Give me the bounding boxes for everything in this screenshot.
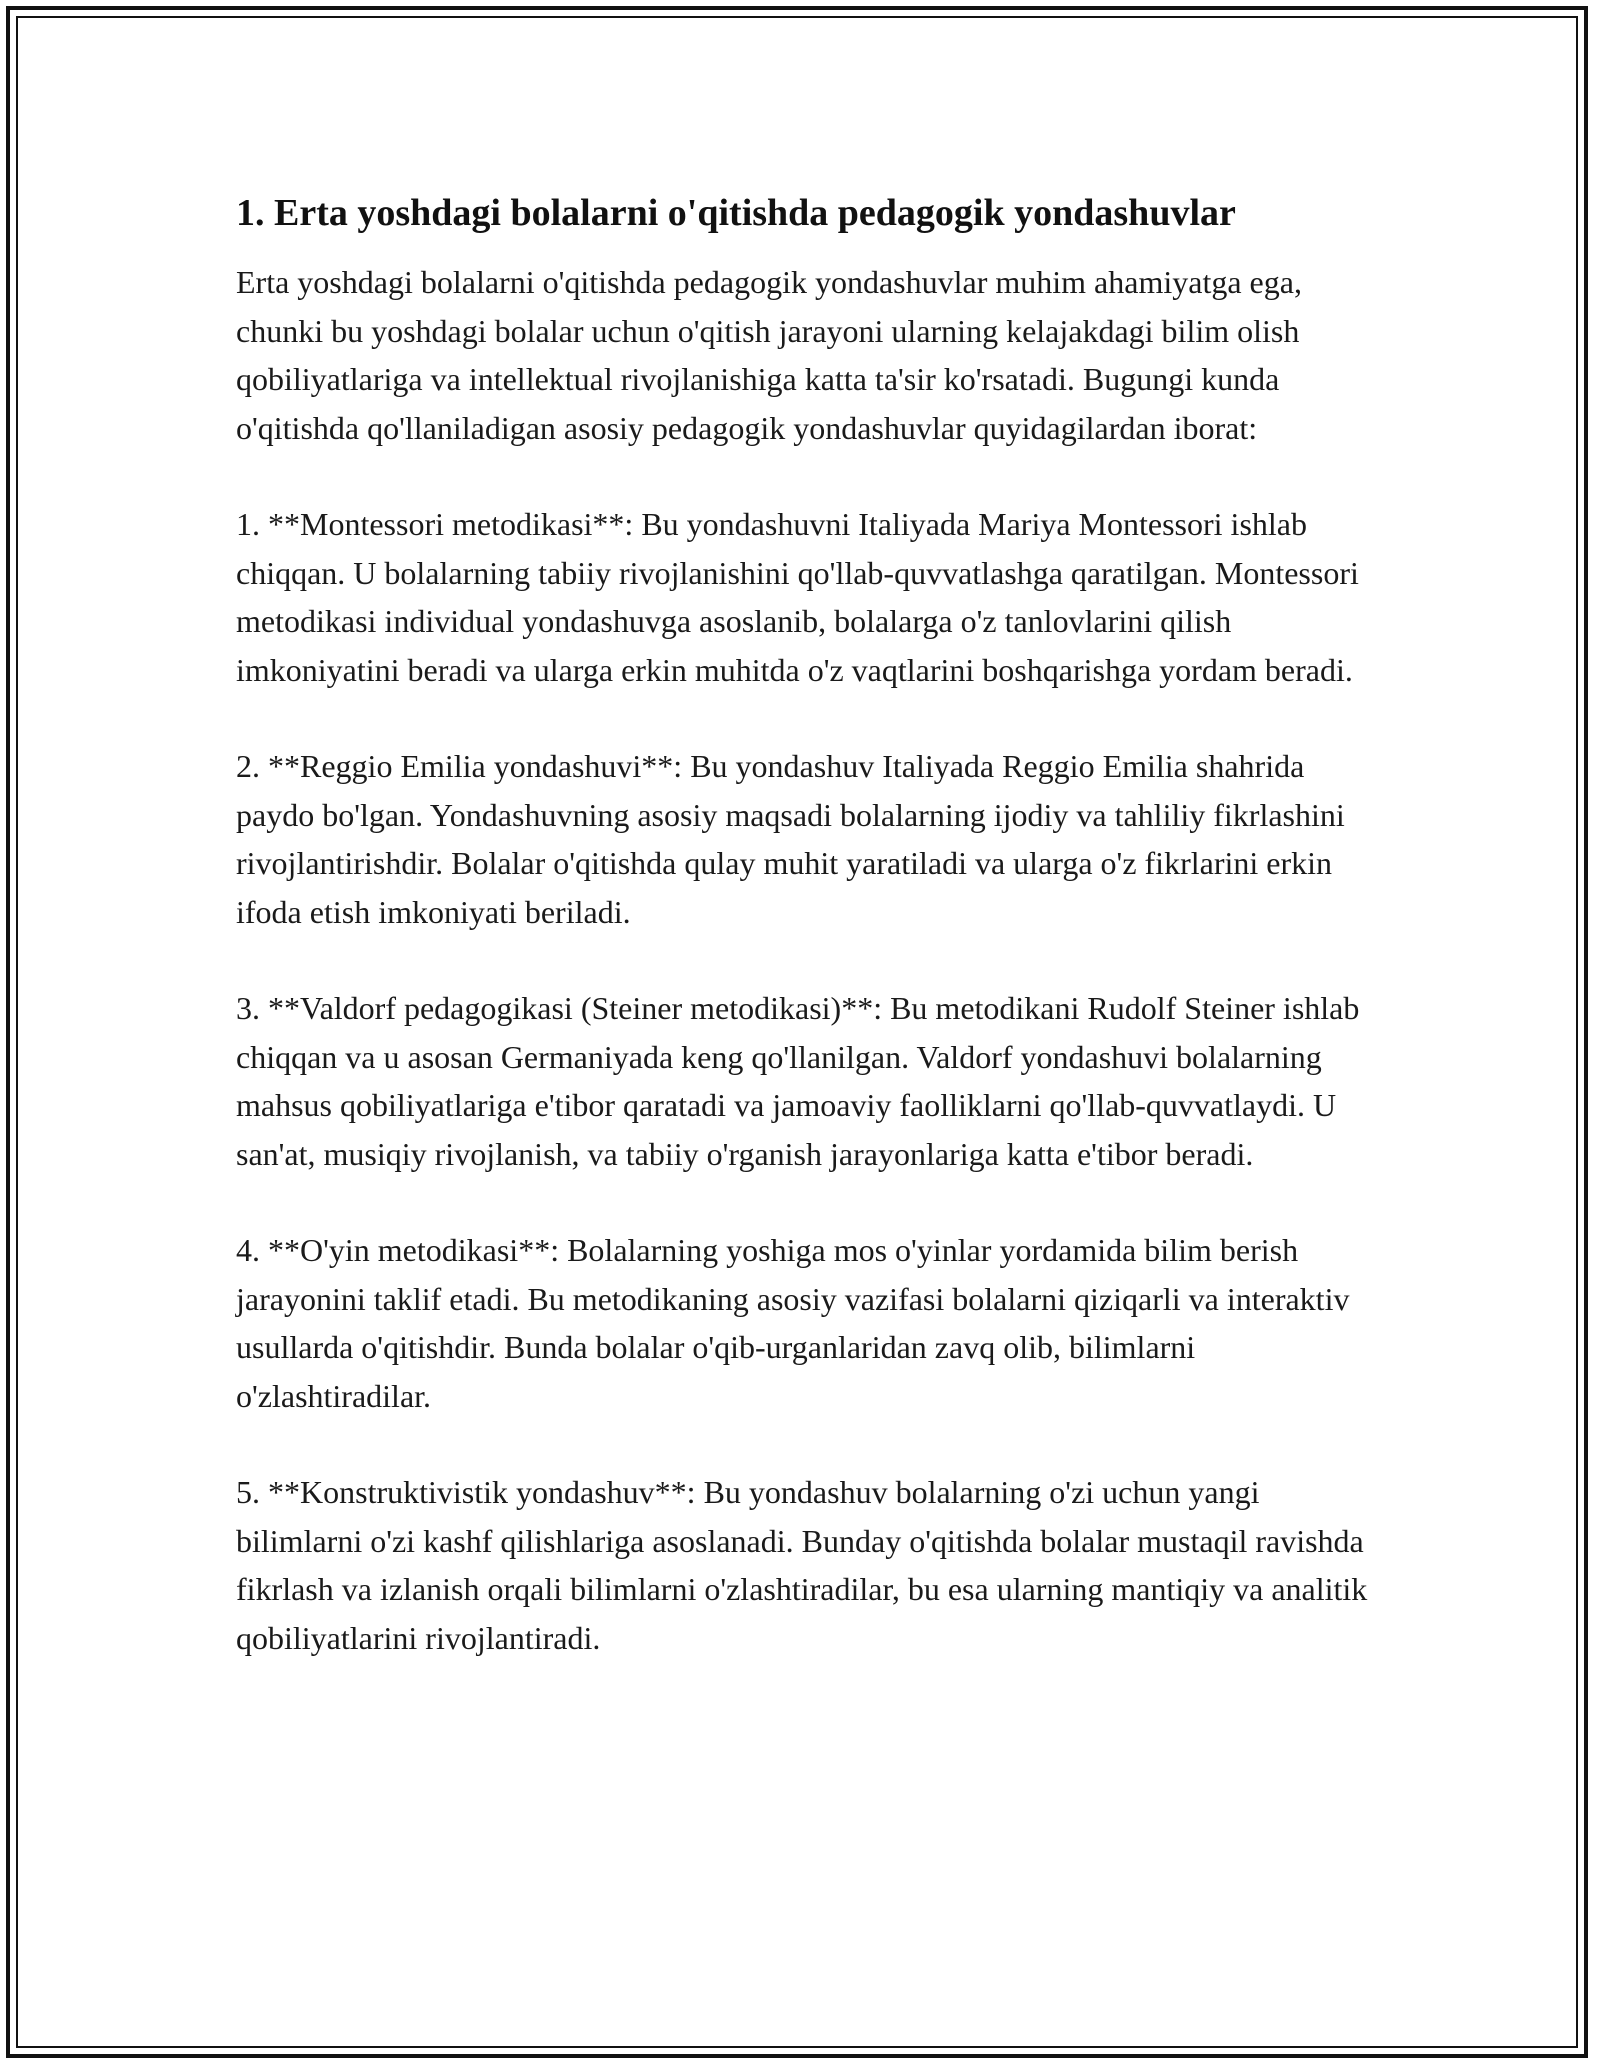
document-title: 1. Erta yoshdagi bolalarni o'qitishda pedagogik yondashuvlar xyxy=(236,192,1236,234)
reggio-emilia-paragraph: 2. **Reggio Emilia yondashuvi**: Bu yondashuv Italiyada Reggio Emilia shahrida paydo bo'lgan. Yondashuvning asosiy maqsadi bolalarning ijodiy va tahliliy fikrlashini rivojlantirishdir. Bolalar o'qitishda qulay muhit yaratiladi va ularga o'z fikrlarini erkin ifoda etish imkoniyati beriladi. xyxy=(236,748,1345,930)
montessori-paragraph: 1. **Montessori metodikasi**: Bu yondashuvni Italiyada Mariya Montessori ishlab chiqqan. U bolalarning tabiiy rivojlanishini qo'llab-quvvatlashga qaratilgan. Montessori metodikasi individual yondashuvga asoslanib, bolalarga o'z tanlovlarini qilish imkoniyatini beradi va ularga erkin muhitda o'z vaqtlarini boshqarishga yordam beradi. xyxy=(236,506,1359,688)
document-body xyxy=(236,190,1376,1710)
constructivist-paragraph: 5. **Konstruktivistik yondashuv**: Bu yondashuv bolalarning o'zi uchun yangi bilimlarni o'zi kashf qilishlariga asoslanadi. Bunday o'qitishda bolalar mustaqil ravishda fikrlash va izlanish orqali bilimlarni o'zlashtiradilar, bu esa ularning mantiqiy va analitik qobiliyatlarini rivojlantiradi. xyxy=(236,1474,1368,1656)
play-method-paragraph: 4. **O'yin metodikasi**: Bolalarning yoshiga mos o'yinlar yordamida bilim berish jarayonini taklif etadi. Bu metodikaning asosiy vazifasi bolalarni qiziqarli va interaktiv usullarda o'qitishdir. Bunda bolalar o'qib-urganlaridan zavq olib, bilimlarni o'zlashtiradilar. xyxy=(236,1232,1350,1414)
waldorf-paragraph: 3. **Valdorf pedagogikasi (Steiner metodikasi)**: Bu metodikani Rudolf Steiner ishlab chiqqan va u asosan Germaniyada keng qo'llanilgan. Valdorf yondashuvi bolalarning mahsus qobiliyatlariga e'tibor qaratadi va jamoaviy faolliklarni qo'llab-quvvatlaydi. U san'at, musiqiy rivojlanish, va tabiiy o'rganish jarayonlariga katta e'tibor beradi. xyxy=(236,990,1360,1172)
intro-paragraph: Erta yoshdagi bolalarni o'qitishda pedagogik yondashuvlar muhim ahamiyatga ega, chunki bu yoshdagi bolalar uchun o'qitish jarayoni ularning kelajakdagi bilim olish qobiliyatlariga va intellektual rivojlanishiga katta ta'sir ko'rsatadi. Bugungi kunda o'qitishda qo'llaniladigan asosiy pedagogik yondashuvlar quyidagilardan iborat: xyxy=(236,264,1302,446)
